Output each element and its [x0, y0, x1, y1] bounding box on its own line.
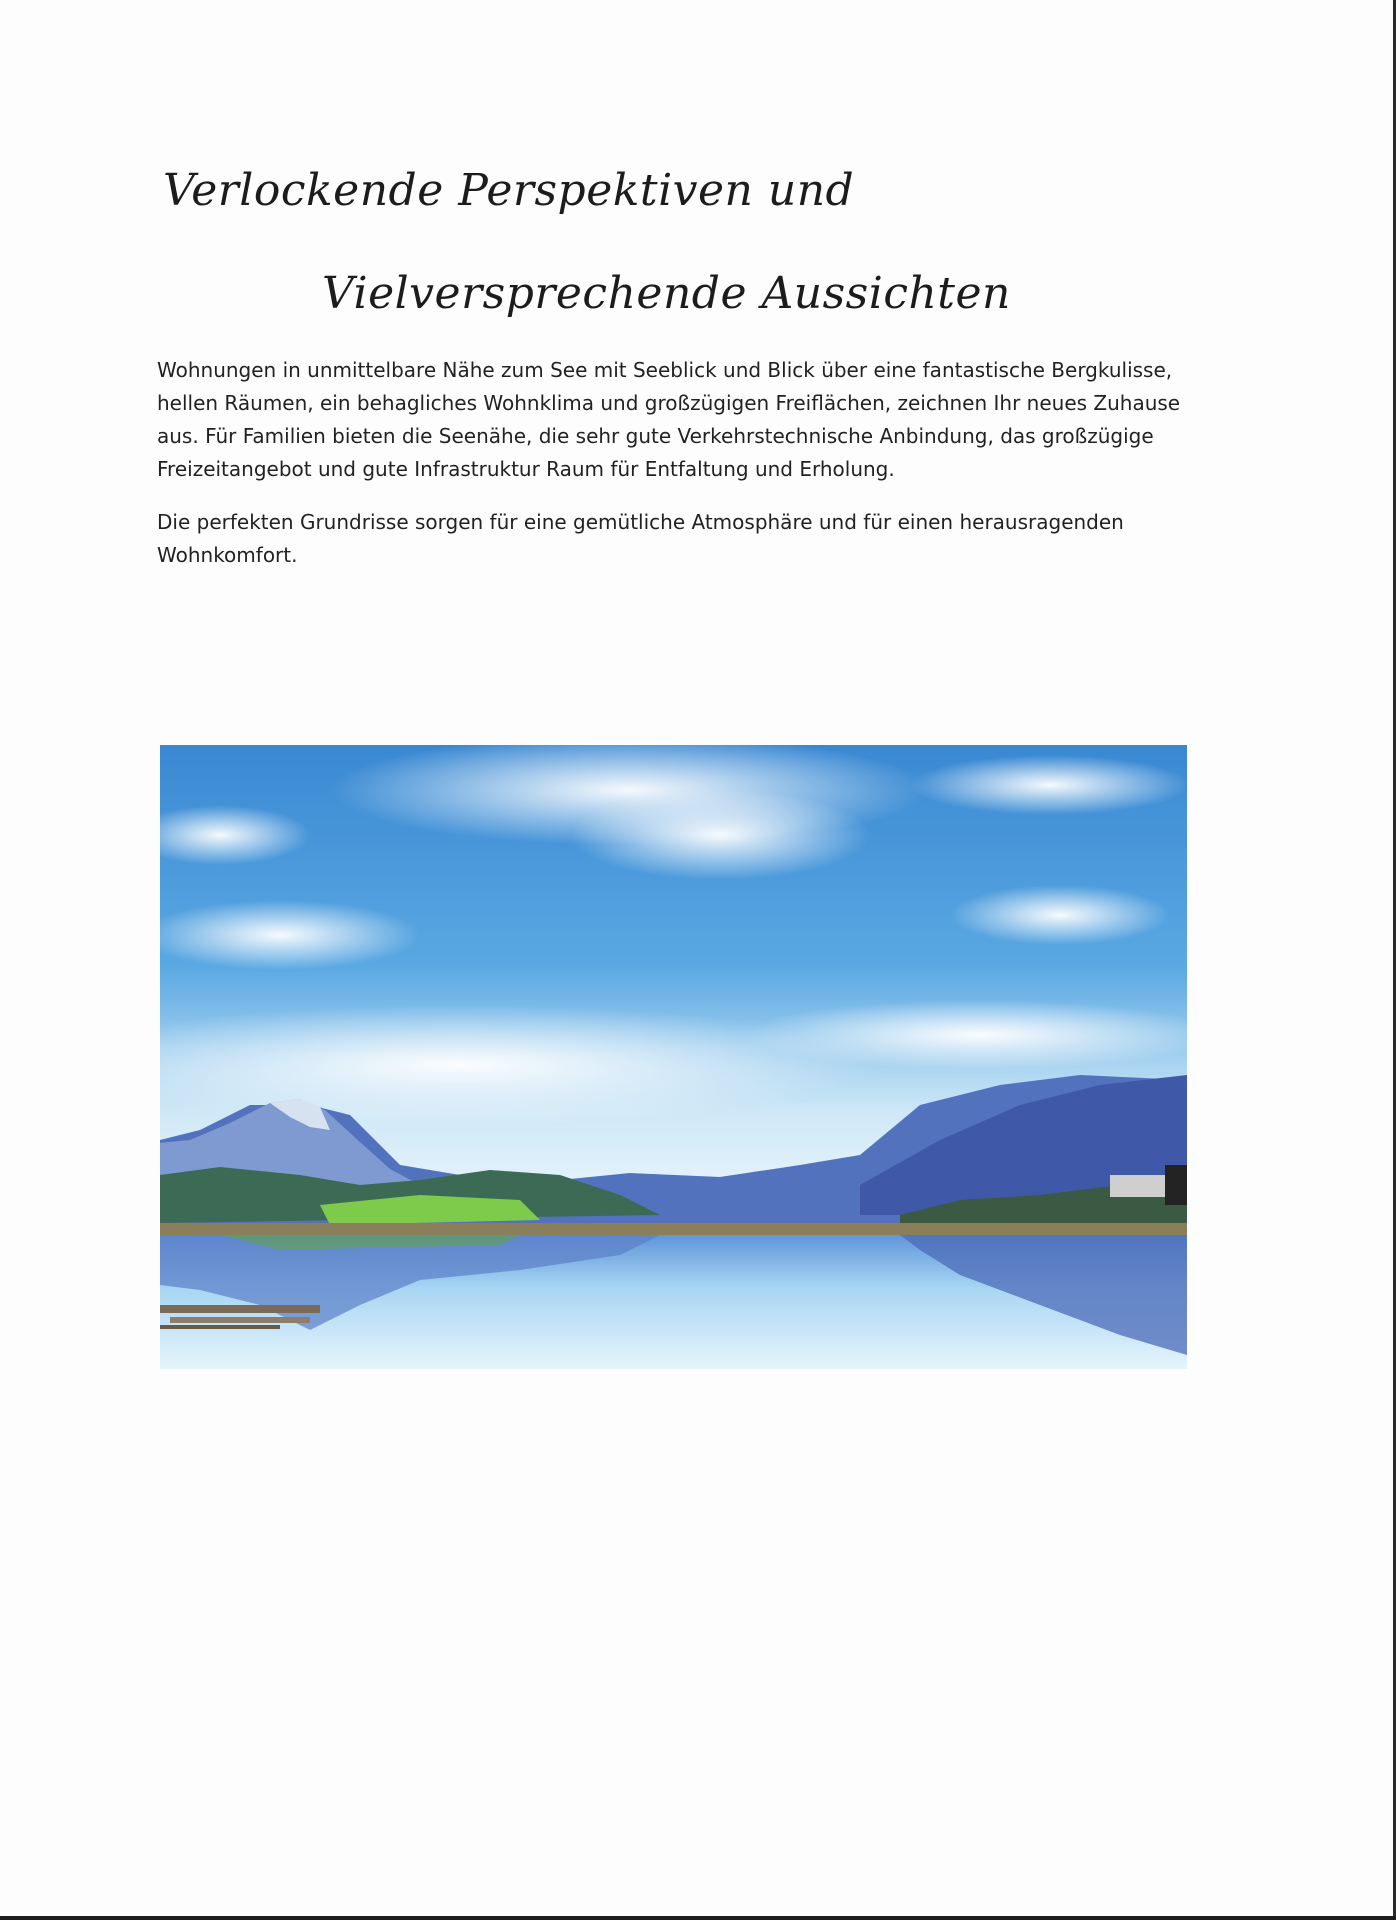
title-line-2: Vielversprechende Aussichten: [322, 268, 1011, 319]
lake-landscape-photo: [160, 745, 1187, 1369]
scan-edge-bottom: [0, 1916, 1396, 1920]
title-line-1: Verlockende Perspektiven und: [163, 165, 855, 216]
paragraph-floorplans: Die perfekten Grundrisse sorgen für eine gemütliche Atmosphäre und für einen herausragenden Wohnkomfort.: [157, 510, 1124, 567]
building: [1110, 1175, 1170, 1197]
paragraph-intro: Wohnungen in unmittelbare Nähe zum See mit Seeblick und Blick über eine fantastische Bergkulisse, hellen Räumen, ein behagliches Wohnklima und großzügigen Freiflächen, zeichnen Ihr neues Zuhause aus. Für Familien bieten die Seenähe, die sehr gute Verkehrstechnische Anbindung, das großzügige Freizeitangebot und gute Infrastruktur Raum für Entfaltung und Erholung.: [157, 358, 1181, 481]
